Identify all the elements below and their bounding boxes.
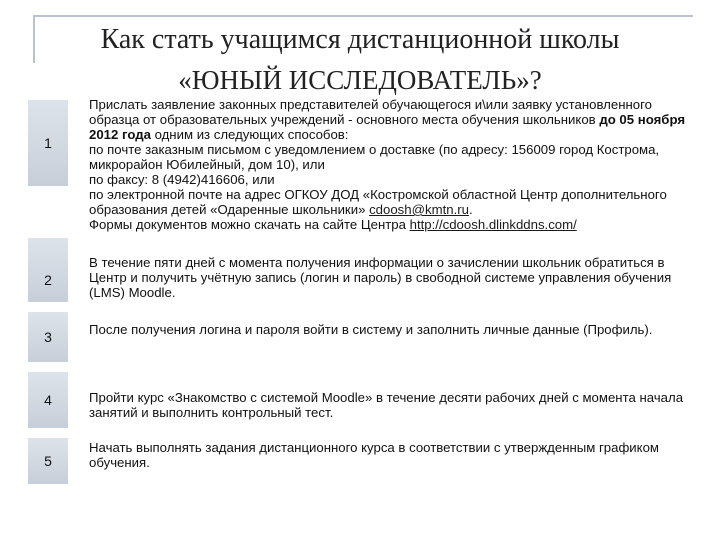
step-1-paragraph-5 xyxy=(89,217,689,232)
website-link[interactable]: http://cdoosh.dlinkddns.com/ xyxy=(409,217,577,232)
step-1-p1-text-end: одним из следующих способов: xyxy=(150,127,349,142)
step-text-4: Пройти курс «Знакомство с системой Moodle» в течение десяти рабочих дней с момента начала занятий и выполнить контрольный тест. xyxy=(89,390,684,420)
step-1-p4-end: . xyxy=(468,202,473,217)
step-text-2: В течение пяти дней с момента получения информации о зачислении школьник обратиться в Центр и получить учётную запись (логин и пароль) в свободной системе управления обучения (LMS) Moodle. xyxy=(89,255,672,300)
step-number-5: 5 xyxy=(28,438,68,484)
step-1-paragraph-1 xyxy=(89,97,689,142)
step-1-deadline: до 05 ноября 2012 года xyxy=(89,112,686,142)
step-number-3: 3 xyxy=(28,312,68,362)
email-link[interactable]: cdoosh@kmtn.ru xyxy=(369,202,469,217)
step-text-1 xyxy=(89,97,689,232)
step-number-1: 1 xyxy=(28,100,68,186)
step-1-paragraph-2: по почте заказным письмом с уведомлением о доставке (по адресу: 156009 город Кострома, микрорайон Юбилейный, дом 10), или xyxy=(89,142,660,172)
step-text-5: Начать выполнять задания дистанционного курса в соответствии с утвержденным графиком обучения. xyxy=(89,440,659,470)
step-1-p5-text: Формы документов можно скачать на сайте Центра xyxy=(89,217,410,232)
step-1-p1-text: Прислать заявление законных представителей обучающегося и\или заявку установленного образца от образовательных учреждений - основного места обучения школьников xyxy=(89,97,652,127)
step-text-3: После получения логина и пароля войти в систему и заполнить личные данные (Профиль). xyxy=(89,322,653,337)
title-line-1: Как стать учащимся дистанционной школы xyxy=(100,24,620,55)
step-number-2: 2 xyxy=(28,238,68,302)
step-1-paragraph-4 xyxy=(89,187,689,217)
step-number-4: 4 xyxy=(28,372,68,428)
title-line-2: «ЮНЫЙ ИССЛЕДОВАТЕЛЬ»? xyxy=(178,65,542,95)
step-1-paragraph-3: по факсу: 8 (4942)416606, или xyxy=(89,172,275,187)
step-1-p4-text: по электронной почте на адрес ОГКОУ ДОД «Костромской областной Центр дополнительного образования детей «Одаренные школьники» xyxy=(89,187,667,217)
